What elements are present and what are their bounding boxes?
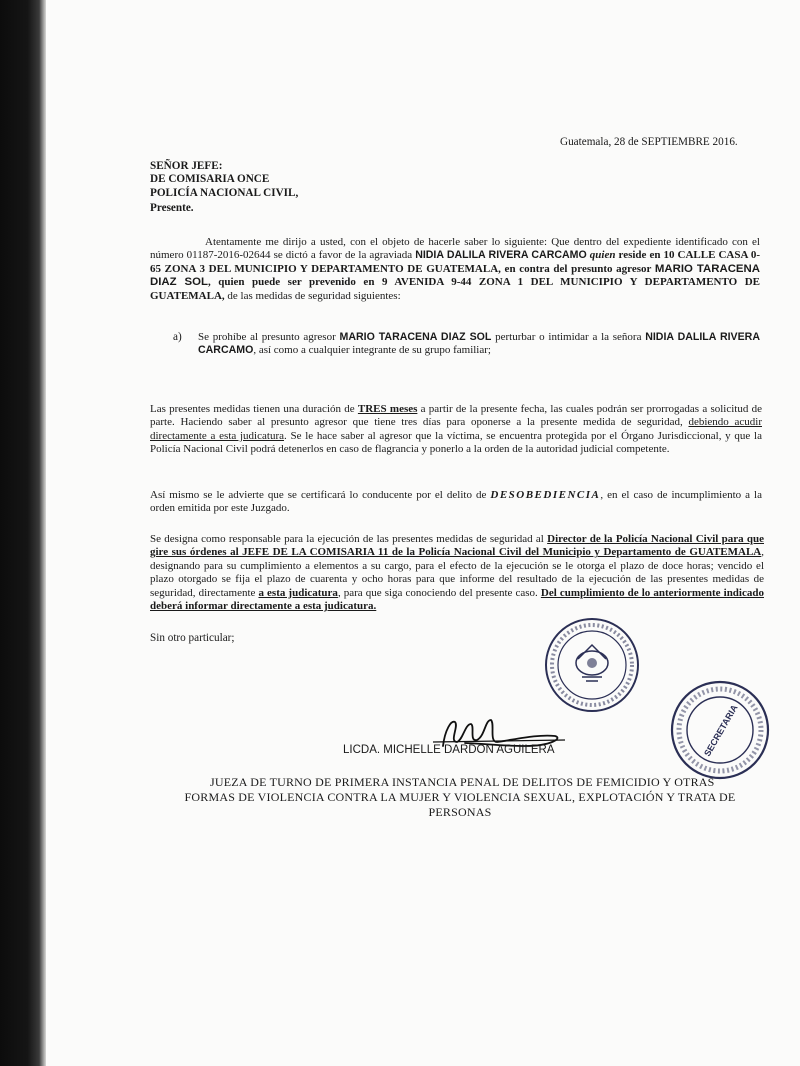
addressee-line: Presente.: [150, 202, 194, 214]
signature-name: LICDA. MICHELLE DARDON AGUILERA: [343, 744, 555, 756]
closing-line: Sin otro particular;: [150, 632, 235, 644]
crime-name: DESOBEDIENCIA: [490, 489, 601, 501]
judge-title-line: FORMAS DE VIOLENCIA CONTRA LA MUJER Y VIOLENCIA SEXUAL, EXPLOTACIÓN Y TRATA DE: [184, 790, 736, 804]
designation-emphasis: a esta judicatura: [258, 586, 338, 599]
date-line: Guatemala, 28 de SEPTIEMBRE 2016.: [560, 136, 738, 148]
designation-text: , para que siga conociendo del presente caso.: [337, 586, 541, 599]
duration-instruction: debiendo acudir directamente a esta judicatura: [150, 416, 762, 442]
duration-term: TRES meses: [357, 403, 418, 415]
intro-text: Atentamente me dirijo a usted, con el objeto de hacerle saber lo siguiente: Que dentro del expediente identificado con el número: [150, 236, 760, 262]
judge-title: [140, 775, 780, 820]
designation-order: Del cumplimiento de lo anteriormente indicado deberá informar directamente a esta judicatura.: [150, 586, 764, 613]
warning-text: Así mismo se le advierte que se certificará lo conducente por el delito de: [150, 489, 491, 501]
aggressor-address: , quien puede ser prevenido en 9 AVENIDA 9-44 ZONA 1 DEL MUNICIPIO Y DEPARTAMENTO DE GUATEMALA,: [150, 276, 760, 302]
measure-letter: a): [173, 331, 182, 343]
intro-text: se dictó a favor de la agraviada: [270, 249, 416, 262]
addressee-line: POLICÍA NACIONAL CIVIL,: [150, 187, 299, 199]
addressee-line: DE COMISARIA ONCE: [150, 173, 270, 185]
measure-text: Se prohíbe al presunto agresor: [198, 331, 340, 343]
warning-paragraph: [150, 489, 762, 516]
intro-text: de las medidas de seguridad siguientes:: [224, 289, 401, 302]
victim-name: NIDIA DALILA RIVERA CARCAMO: [198, 331, 760, 357]
intro-text: quien: [589, 249, 616, 262]
judge-title-line: PERSONAS: [428, 805, 492, 819]
duration-text: a partir de la presente fecha, las cuales podrán ser prorrogadas a solicitud de parte. Haciendo saber al presunto agresor que tiene tres días para oponerse a la presente medida de seguridad,: [150, 403, 762, 429]
aggressor-name: MARIO TARACENA DIAZ SOL: [150, 262, 760, 289]
designation-paragraph: [150, 533, 764, 613]
warning-text: , en el caso de incumplimiento a la orden emitida por este Juzgado.: [150, 489, 762, 515]
designated-authority: Director de la Policía Nacional Civil para que gire sus órdenes al JEFE DE LA COMISARIA 11 de la Policía Nacional Civil del Municipio y Departamento de GUATEMALA: [150, 533, 764, 559]
judge-title-line: JUEZA DE TURNO DE PRIMERA INSTANCIA PENAL DE DELITOS DE FEMICIDIO Y OTRAS: [210, 775, 715, 789]
duration-paragraph: [150, 403, 762, 457]
secretaria-seal-icon: [668, 678, 772, 782]
addressee-line: SEÑOR JEFE:: [150, 160, 223, 172]
measure-paragraph: [198, 331, 760, 358]
duration-text: . Se le hace saber al agresor que la víctima, se encuentra protegida por el Órgano Jurisdiccional, y que la Policía Nacional Civil podrá detenerlos en caso de flagrancia y ponerlo a la orden de la autoridad judicial competente.: [150, 429, 762, 456]
designation-text: , designando para su cumplimiento a elementos a su cargo, para el efecto de la ejecución se le otorga el plazo de doce horas; vencido el plazo otorgado se fija el plazo de cuarenta y ocho horas para que informe del resultado de la ejecución de las presentes medidas de seguridad, directamente: [150, 546, 764, 599]
secretaria-label: SECRETARIA: [702, 702, 740, 759]
court-seal-icon: [542, 615, 642, 715]
victim-name: NIDIA DALILA RIVERA CARCAMO: [415, 249, 587, 262]
scanner-edge: [0, 0, 46, 1066]
intro-paragraph: [150, 236, 760, 303]
designation-text: Se designa como responsable para la ejecución de las presentes medidas de seguridad al: [150, 533, 548, 545]
measure-text: , así como a cualquier integrante de su grupo familiar;: [253, 344, 491, 357]
case-number: 01187-2016-02644: [186, 249, 271, 262]
victim-address: reside en 10 CALLE CASA 0-65 ZONA 3 DEL MUNICIPIO Y DEPARTAMENTO DE GUATEMALA, en contra del presunto agresor: [150, 249, 761, 275]
aggressor-name: MARIO TARACENA DIAZ SOL: [339, 331, 492, 343]
measure-text: perturbar o intimidar a la señora: [491, 331, 646, 343]
duration-text: Las presentes medidas tienen una duración de: [150, 403, 358, 415]
